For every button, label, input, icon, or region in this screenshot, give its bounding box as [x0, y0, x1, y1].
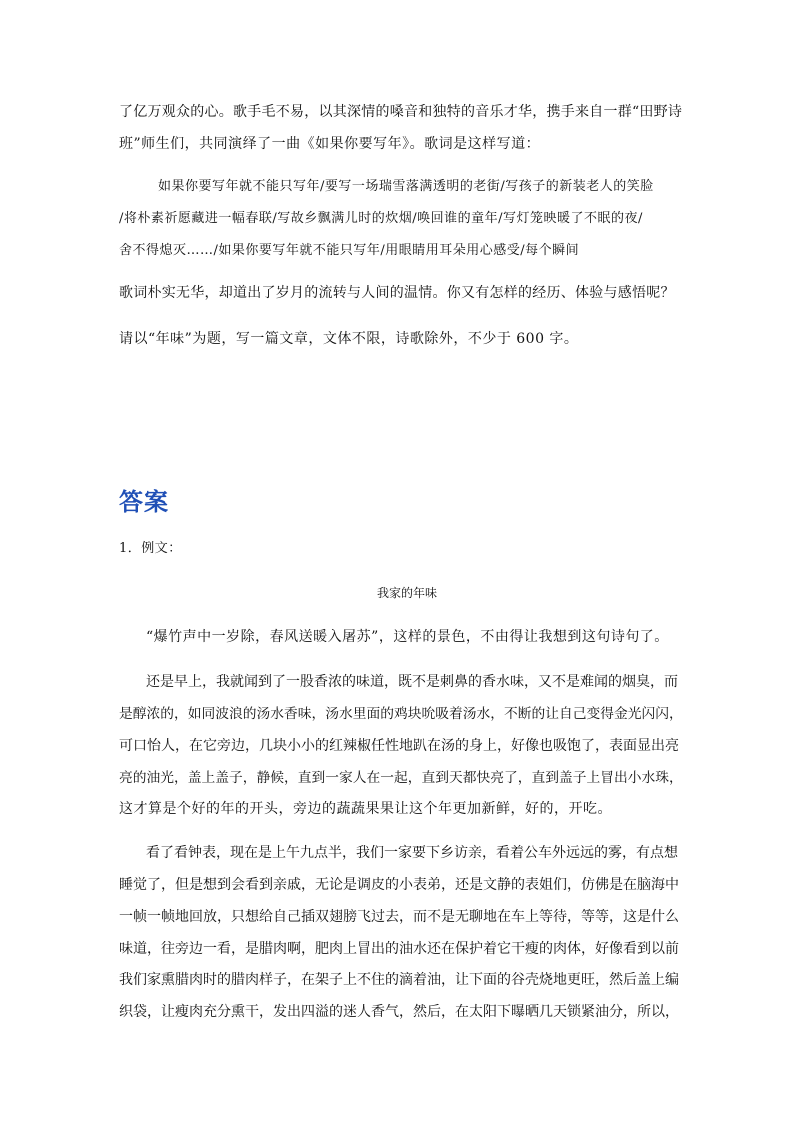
para2-line-1: 看了看钟表，现在是上午九点半，我们一家要下乡访亲，看着公车外远远的雾，有点想	[146, 845, 678, 861]
para2-line-4: 味道，往旁边一看，是腊肉啊，肥肉上冒出的油水还在保护着它干瘦的肉体，好像看到以前	[119, 941, 679, 957]
para2-line-3: 一帧一帧地回放，只想给自己插双翅膀飞过去，而不是无聊地在车上等待，等等，这是什么	[119, 909, 679, 925]
para2-line-2: 睡觉了，但是想到会看到亲戚，无论是调皮的小表弟，还是文静的表姐们，仿佛是在脑海中	[119, 877, 679, 893]
prompt-after-line-2: 请以“年味”为题，写一篇文章，文体不限，诗歌除外，不少于 600 字。	[119, 331, 579, 347]
prompt-line-2: 班”师生们，共同演绎了一曲《如果你要写年》。歌词是这样写道：	[119, 136, 541, 152]
answer-item-label: 1．例文：	[119, 541, 182, 556]
lyrics-line-1: 如果你要写年就不能只写年/要写一场瑞雪落满透明的老街/写孩子的新装老人的笑脸	[158, 179, 654, 194]
essay-title: 我家的年味	[377, 586, 438, 600]
para2-line-5: 我们家熏腊肉时的腊肉样子，在架子上不住的滴着油，让下面的谷壳烧地更旺，然后盖上编	[119, 972, 679, 988]
para2-line-6: 织袋，让瘦肉充分熏干，发出四溢的迷人香气，然后，在太阳下曝晒几天锁紧油分，所以，	[119, 1004, 679, 1020]
para1-line-1: 还是早上，我就闻到了一股香浓的味道，既不是刺鼻的香水味，又不是难闻的烟臭，而	[146, 674, 678, 690]
answer-heading: 答案	[119, 488, 169, 516]
prompt-after-line-1: 歌词朴实无华，却道出了岁月的流转与人间的温情。你又有怎样的经历、体验与感悟呢？	[119, 285, 675, 301]
para1-line-3: 可口怡人，在它旁边，几块小小的红辣椒任性地趴在汤的身上，好像也吸饱了，表面显出亮	[119, 738, 679, 754]
essay-quote: “爆竹声中一岁除，春风送暖入屠苏”，这样的景色，不由得让我想到这句诗句了。	[146, 629, 669, 645]
para1-line-2: 是醇浓的，如同波浪的汤水香味，汤水里面的鸡块吮吸着汤水，不断的让自己变得金光闪闪，	[119, 706, 683, 722]
prompt-line-1: 了亿万观众的心。歌手毛不易，以其深情的嗓音和独特的音乐才华，携手来自一群“田野诗	[119, 104, 683, 120]
lyrics-line-2: /将朴素祈愿藏进一幅春联/写故乡飘满儿时的炊烟/唤回谁的童年/写灯笼映暖了不眠的夜/	[119, 211, 643, 226]
para1-line-5: 这才算是个好的年的开头，旁边的蔬蔬果果让这个年更加新鲜，好的，开吃。	[119, 801, 612, 817]
lyrics-line-3: 舍不得熄灭……/如果你要写年就不能只写年/用眼睛用耳朵用心感受/每个瞬间	[119, 243, 580, 258]
para1-line-4: 亮的油光，盖上盖子，静候，直到一家人在一起，直到天都快亮了，直到盖子上冒出小水珠，	[119, 770, 683, 786]
